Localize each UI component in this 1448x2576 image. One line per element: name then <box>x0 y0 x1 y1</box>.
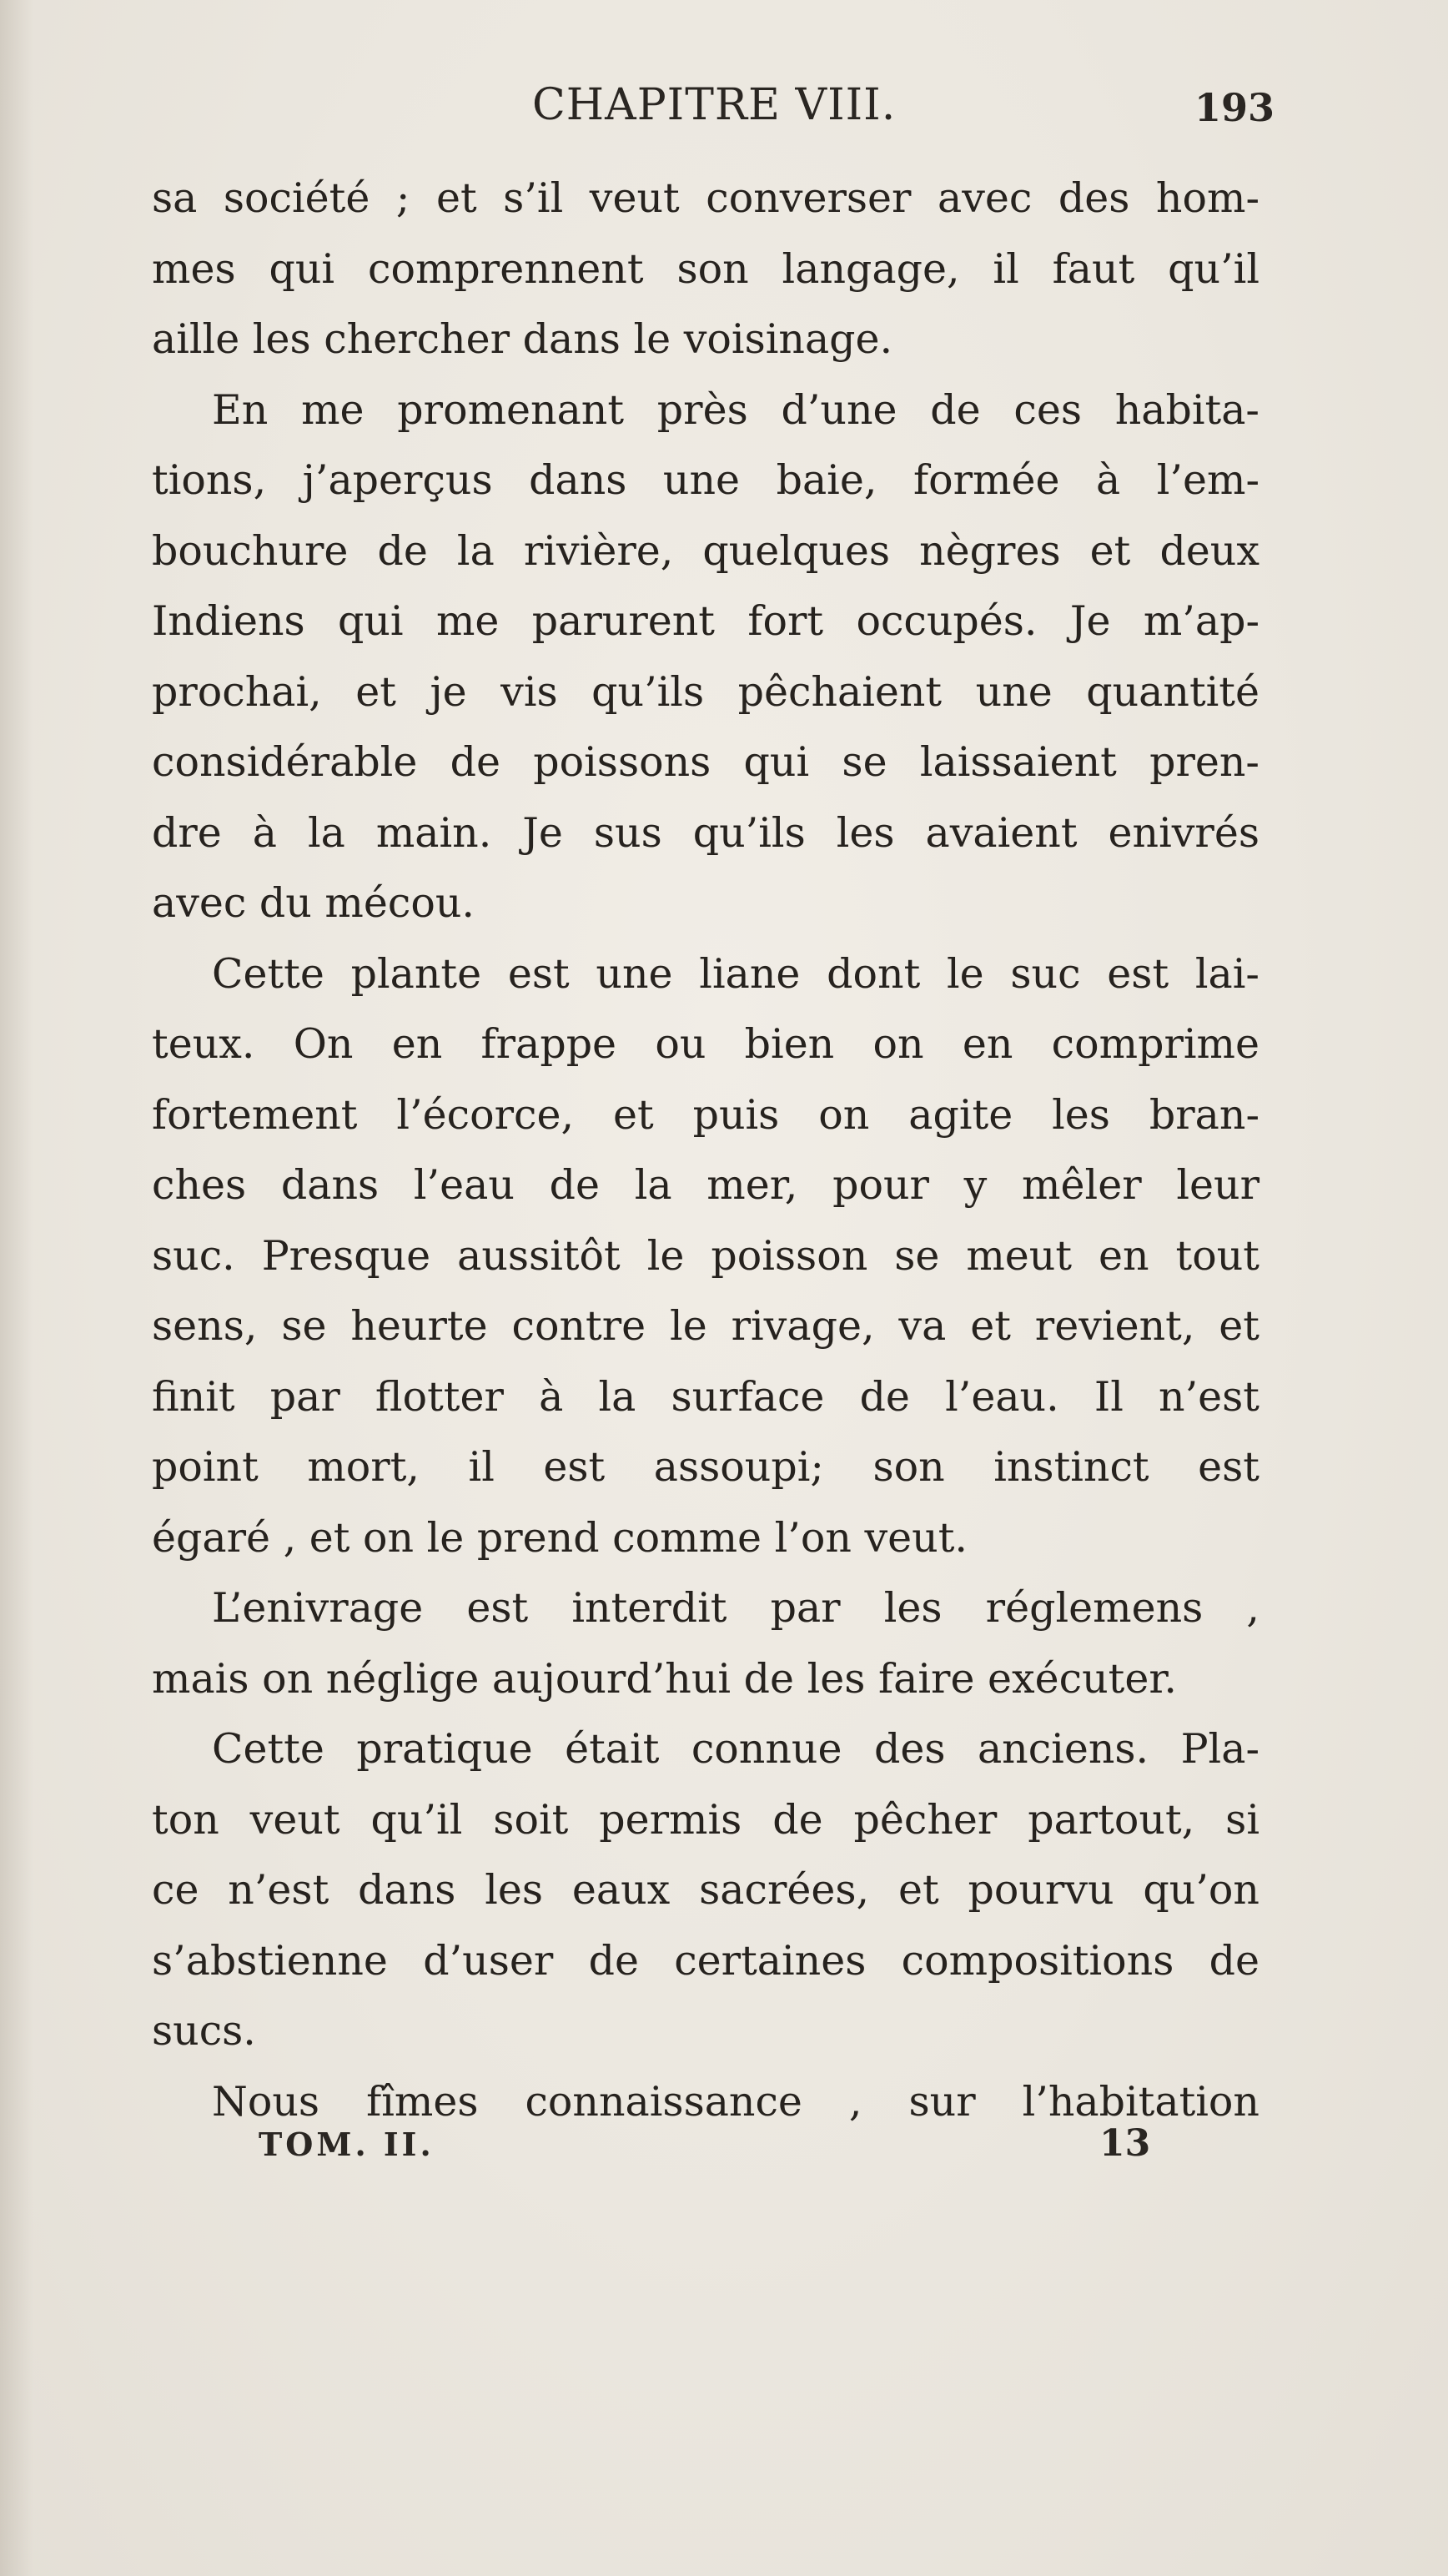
text-line: sa société ; et s’il veut converser avec des hom- <box>152 174 1259 222</box>
text-line: dre à la main. Je sus qu’ils les avaient enivrés <box>152 808 1259 857</box>
text-line: mais on néglige aujourd’hui de les faire exécuter. <box>152 1654 1177 1703</box>
text-line: Indiens qui me parurent fort occupés. Je m’ap- <box>152 597 1259 645</box>
text-line: prochai, et je vis qu’ils pêchaient une quantité <box>152 667 1259 716</box>
text-line: tions, j’aperçus dans une baie, formée à l’em- <box>152 456 1259 504</box>
text-line: aille les chercher dans le voisinage. <box>152 315 893 363</box>
text-line: fortement l’écorce, et puis on agite les bran- <box>152 1090 1259 1139</box>
text-line: Nous fîmes connaissance , sur l’habitation <box>212 2077 1259 2126</box>
text-line: avec du mécou. <box>152 879 475 927</box>
text-line: égaré , et on le prend comme l’on veut. <box>152 1513 968 1562</box>
text-line: ton veut qu’il soit permis de pêcher partout, si <box>152 1795 1259 1844</box>
text-line: suc. Presque aussitôt le poisson se meut en tout <box>152 1231 1259 1280</box>
text-line: finit par flotter à la surface de l’eau. Il n’est <box>152 1372 1259 1421</box>
text-line: considérable de poissons qui se laissaient pren- <box>152 738 1259 786</box>
text-line: point mort, il est assoupi; son instinct est <box>152 1443 1259 1491</box>
text-line: bouchure de la rivière, quelques nègres et deux <box>152 526 1259 575</box>
text-line: Cette plante est une liane dont le suc est lai- <box>212 949 1259 998</box>
text-line: Cette pratique était connue des anciens. Pla- <box>212 1725 1259 1773</box>
text-line: s’abstienne d’user de certaines compositions de <box>152 1936 1259 1985</box>
text-line: ches dans l’eau de la mer, pour y mêler leur <box>152 1161 1259 1209</box>
text-line: sucs. <box>152 2007 256 2055</box>
text-line: teux. On en frappe ou bien on en comprime <box>152 1020 1259 1068</box>
running-head <box>0 80 1448 138</box>
text-line: L’enivrage est interdit par les réglemens , <box>212 1584 1259 1632</box>
spine-shadow <box>0 0 33 2576</box>
volume-label: TOM. II. <box>259 2126 435 2163</box>
chapter-title: CHAPITRE VIII. <box>532 80 897 130</box>
page-number: 193 <box>1194 85 1275 130</box>
text-line: ce n’est dans les eaux sacrées, et pourvu qu’on <box>152 1866 1259 1914</box>
page-footer <box>0 2122 1448 2176</box>
text-line: En me promenant près d’une de ces habita- <box>212 385 1259 434</box>
text-line: sens, se heurte contre le rivage, va et revient, et <box>152 1302 1259 1350</box>
body-text <box>152 164 1259 2137</box>
text-line: mes qui comprennent son langage, il faut qu’il <box>152 244 1259 293</box>
signature-mark: 13 <box>1099 2122 1151 2165</box>
